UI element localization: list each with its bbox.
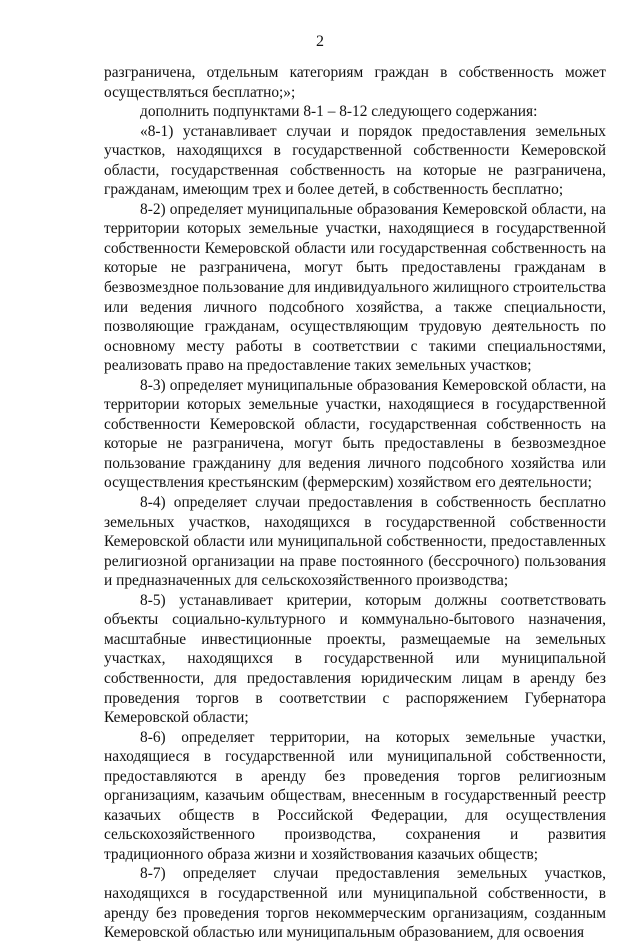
paragraph: 8-6) определяет территории, на которых земельные участки, находящиеся в государственной или муниципальной собственности, предоставляются в аренду без проведения торгов религиозным организациям, казачьим обществам, внесенным в государственный реестр казачьих обществ в Российской Федерации, для осуществления сельскохозяйственного производства, сохранения и развития традиционного образа жизни и хозяйствования казачьих обществ; bbox=[104, 728, 606, 863]
paragraph: 8-3) определяет муниципальные образования Кемеровской области, на территории которых земельные участки, находящиеся в государственной собственности Кемеровской области, государственная собственность на которые не разграничена, могут быть предоставлены в безвозмездное пользование гражданину для ведения личного подсобного хозяйства или осуществления крестьянским (фермерским) хозяйством его деятельности; bbox=[104, 376, 606, 492]
paragraph: 8-7) определяет случаи предоставления земельных участков, находящихся в государственной или муниципальной собственности, в аренду без проведения торгов некоммерческим организациям, созданным Кемеровской областью или муниципальным образованием, для освоения bbox=[104, 865, 606, 942]
paragraph: 8-5) устанавливает критерии, которым должны соответствовать объекты социально-культурного и коммунально-бытового назначения, масштабные инвестиционные проекты, размещаемые на земельных участках, находящихся в государственной или муниципальной собственности, для предоставления юридическим лицам в аренду без проведения торгов в соответствии с распоряжением Губернатора Кемеровской области; bbox=[104, 591, 606, 727]
paragraph: 8-2) определяет муниципальные образования Кемеровской области, на территории которых земельные участки, находящиеся в государственной собственности Кемеровской области или государственная собственность на которые не разграничена, могут быть предоставлены гражданам в безвозмездное пользование для индивидуального жилищного строительства или ведения личного подсобного хозяйства, а также специальности, позволяющие гражданам, осуществляющим трудовую деятельность по основному месту работы в соответствии с такими специальностями, реализовать право на предоставление таких земельных участков; bbox=[104, 200, 606, 375]
page-number: 2 bbox=[316, 33, 324, 50]
paragraph: 8-4) определяет случаи предоставления в собственность бесплатно земельных участков, находящихся в государственной собственности Кемеровской области или муниципальной собственности, предоставленных религиозной организации на праве постоянного (бессрочного) пользования и предназначенных для сельскохозяйственного производства; bbox=[104, 494, 606, 590]
document-body bbox=[104, 63, 606, 943]
paragraph: разграничена, отдельным категориям граждан в собственность может осуществляться бесплатно;»; bbox=[104, 64, 606, 101]
paragraph: «8-1) устанавливает случаи и порядок предоставления земельных участков, находящихся в государственной собственности Кемеровской области, государственная собственность на которые не разграничена, гражданам, имеющим трех и более детей, в собственность бесплатно; bbox=[104, 122, 606, 199]
paragraph: дополнить подпунктами 8-1 – 8-12 следующего содержания: bbox=[140, 103, 538, 121]
